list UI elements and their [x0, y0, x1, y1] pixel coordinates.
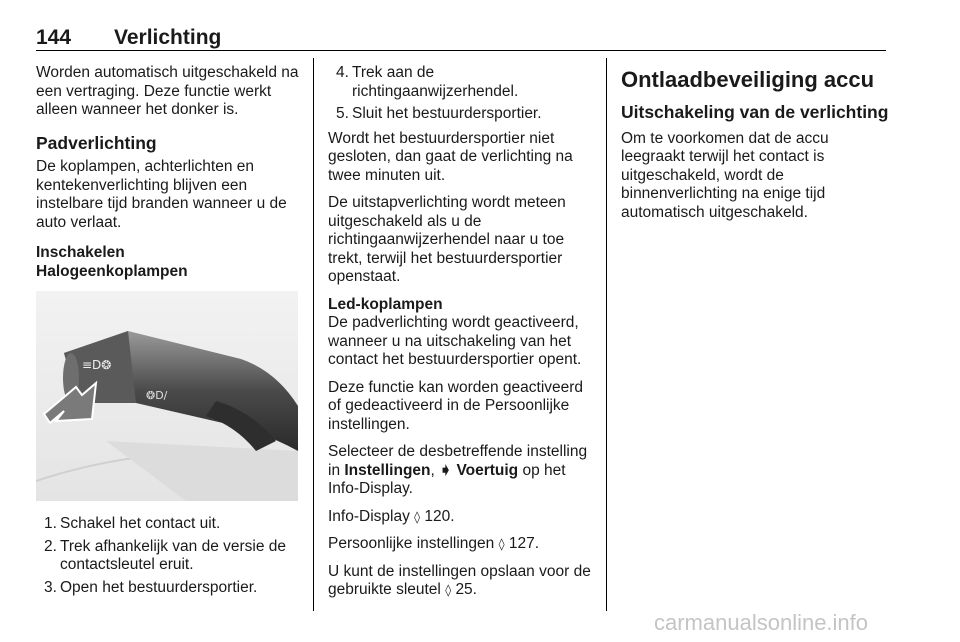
paragraph-door-closed: Wordt het bestuurdersportier niet gesloten, dan gaat de verlichting na twee minuten uit.	[328, 129, 573, 184]
led-text: De padverlichting wordt geactiveerd, wanneer u na uitschakeling van het contact het bestuurdersportier opent.	[328, 314, 582, 368]
list-item: 3. Open het bestuurdersportier.	[44, 578, 258, 596]
page-header	[36, 26, 886, 52]
led-heading: Led-koplampen	[328, 295, 443, 313]
list-item: 4. Trek aan de richtingaanwijzerhendel.	[336, 64, 519, 100]
path-lighting-text: De koplampen, achterlichten en kentekenverlichting blijven een instelbare tijd branden wanneer u de auto verlaat.	[36, 158, 287, 231]
reference-icon: ◊	[445, 583, 452, 597]
steps-list-2	[328, 64, 596, 124]
paragraph-select-setting: Selecteer de desbetreffende instelling in Instellingen, ➧ Voertuig op het Info-Display.	[328, 443, 588, 497]
lights-off-subheading: Uitschakeling van de verlichting	[621, 102, 889, 122]
header-rule	[36, 50, 886, 51]
steps-list-1	[36, 515, 300, 597]
light-symbol-icon: ≡D❂	[82, 358, 112, 372]
paragraph-personal-settings: Deze functie kan worden geactiveerd of gedeactiveerd in de Persoonlijke instellingen.	[328, 378, 584, 433]
column-3	[621, 64, 891, 231]
battery-protection-text: Om te voorkomen dat de accu leegraakt terwijl het contact is uitgeschakeld, wordt de binnenverlichting na enige tijd automatisch uitgeschakeld.	[621, 129, 829, 221]
page-number: 144	[36, 26, 72, 49]
page-title: Verlichting	[114, 26, 222, 49]
vehicle-menu-link[interactable]: Voertuig	[456, 461, 519, 479]
indicator-stalk-illustration	[36, 291, 298, 501]
reference-icon: ◊	[414, 509, 421, 524]
halogen-heading: Halogeenkoplampen	[36, 262, 188, 280]
list-item: 2. Trek afhankelijk van de versie de contactsleutel eruit.	[44, 537, 287, 573]
watermark: carmanualsonline.info	[654, 610, 869, 635]
list-item: 5. Sluit het bestuurdersportier.	[336, 105, 542, 122]
ref-info-display[interactable]: Info-Display ◊ 120.	[328, 507, 455, 525]
reference-icon: ◊	[498, 537, 505, 551]
column-divider-2	[606, 58, 607, 611]
paragraph-save-settings: U kunt de instellingen opslaan voor de gebruikte sleutel ◊ 25.	[328, 562, 591, 598]
switch-on-heading: Inschakelen	[36, 244, 125, 261]
column-divider-1	[313, 58, 314, 611]
column-2	[328, 64, 596, 609]
path-lighting-heading: Padverlichting	[36, 132, 157, 153]
ref-personal-settings[interactable]: Persoonlijke instellingen ◊ 127.	[328, 535, 540, 552]
paragraph-exit-lighting: De uitstapverlichting wordt meteen uitgeschakeld als u de richtingaanwijzerhendel naar u toe trekt, terwijl het bestuurdersportier openstaat.	[328, 194, 566, 285]
intro-paragraph: Worden automatisch uitgeschakeld na een vertraging. Deze functie werkt alleen wanneer het donker is.	[36, 64, 299, 118]
battery-protection-heading: Ontlaadbeveiliging accu	[621, 67, 875, 92]
parking-light-icon: ❂D/	[146, 389, 168, 402]
column-1	[36, 64, 300, 603]
arrow-icon: ➧	[439, 461, 453, 479]
settings-menu-link[interactable]: Instellingen	[344, 461, 431, 479]
list-item: 1. Schakel het contact uit.	[44, 515, 221, 532]
